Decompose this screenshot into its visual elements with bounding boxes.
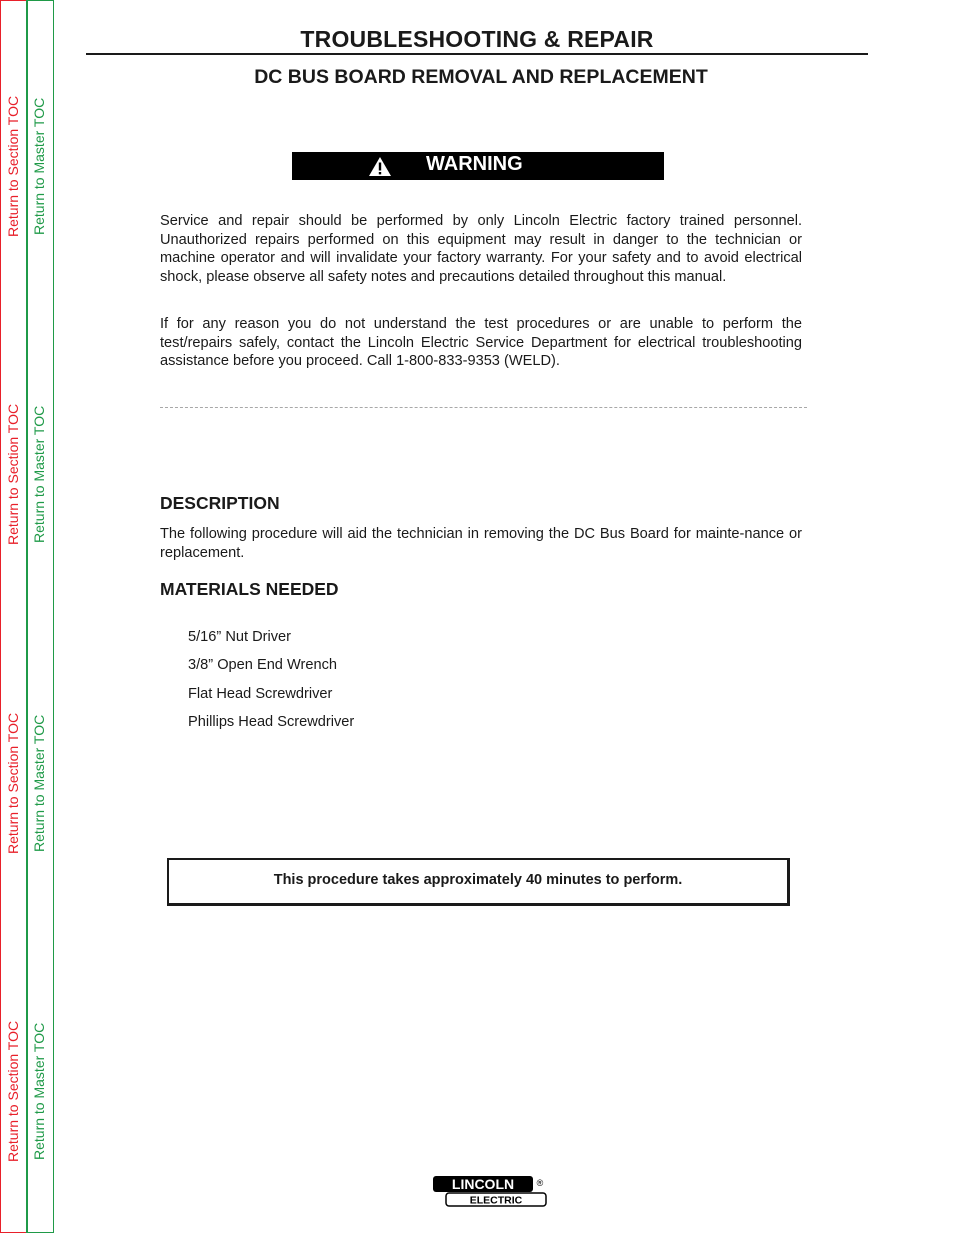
- return-to-section-toc-link[interactable]: Return to Section TOC: [5, 403, 21, 545]
- warning-label: WARNING: [426, 153, 523, 175]
- logo-text-top: LINCOLN: [451, 1176, 515, 1192]
- lincoln-electric-logo: [432, 1174, 548, 1208]
- description-heading: DESCRIPTION: [160, 493, 280, 513]
- description-text: The following procedure will aid the technician in removing the DC Bus Board for mainte-nance or replacement.: [160, 526, 802, 561]
- warning-paragraph: If for any reason you do not understand the test procedures or are unable to perform the test/repairs safely, contact the Lincoln Electric Service Department for electrical troubleshooting assistance before you proceed. Call 1-800-833-9353 (WELD).: [160, 316, 802, 370]
- list-item: Flat Head Screwdriver: [188, 686, 333, 702]
- dashed-divider: [160, 407, 807, 408]
- page-title: TROUBLESHOOTING & REPAIR: [300, 26, 654, 52]
- return-to-master-toc-link[interactable]: Return to Master TOC: [31, 97, 47, 235]
- return-to-section-toc-link[interactable]: Return to Section TOC: [5, 712, 21, 854]
- time-note-text: This procedure takes approximately 40 minutes to perform.: [273, 872, 683, 888]
- return-to-master-toc-link[interactable]: Return to Master TOC: [31, 405, 47, 543]
- return-to-section-toc-link[interactable]: Return to Section TOC: [5, 1020, 21, 1162]
- warning-paragraph: Service and repair should be performed by only Lincoln Electric factory trained personnel. Unauthorized repairs performed on this equipment may result in danger to the technician or machine operator and will invalidate your factory warranty. For your safety and to avoid electrical shock, please observe all safety notes and precautions detailed throughout this manual.: [160, 213, 802, 286]
- section-subtitle: DC BUS BOARD REMOVAL AND REPLACEMENT: [254, 66, 708, 88]
- materials-heading: MATERIALS NEEDED: [160, 579, 339, 599]
- warning-banner: [292, 152, 664, 180]
- return-to-master-toc-link[interactable]: Return to Master TOC: [31, 1022, 47, 1160]
- list-item: 5/16” Nut Driver: [188, 629, 291, 645]
- time-note-box: [167, 858, 790, 906]
- title-rule: [86, 53, 868, 55]
- logo-registered-mark: ®: [536, 1178, 544, 1188]
- return-to-section-toc-link[interactable]: Return to Section TOC: [5, 95, 21, 237]
- list-item: 3/8” Open End Wrench: [188, 657, 337, 673]
- logo-text-bottom: ELECTRIC: [469, 1194, 523, 1207]
- warning-triangle-icon: [368, 156, 392, 177]
- return-to-master-toc-link[interactable]: Return to Master TOC: [31, 714, 47, 852]
- list-item: Phillips Head Screwdriver: [188, 714, 355, 730]
